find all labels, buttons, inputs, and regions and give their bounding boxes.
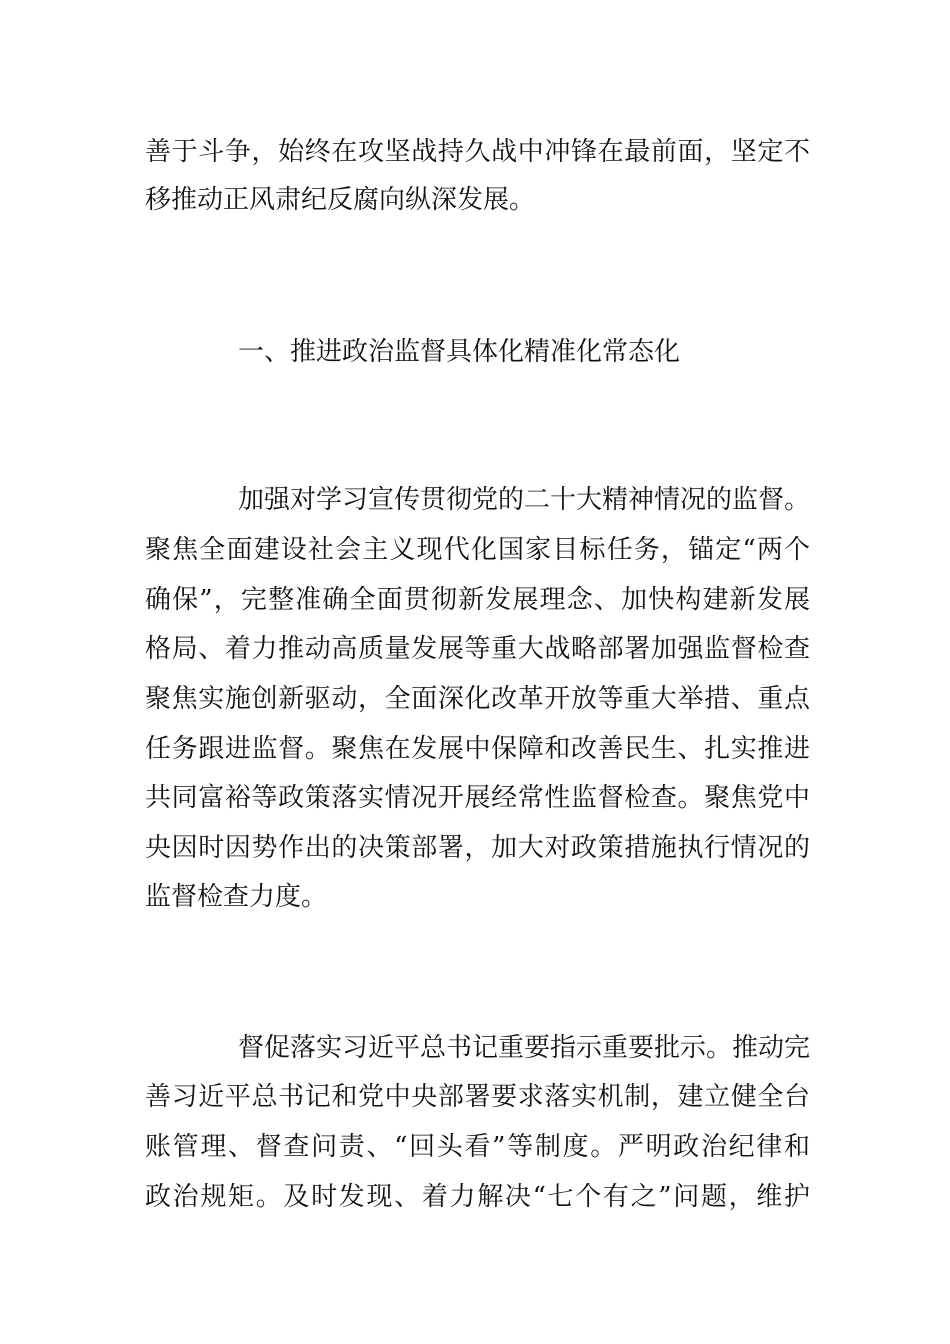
paragraph-1-line-2: 移推动正风肃纪反腐向纵深发展。 xyxy=(145,185,536,215)
paragraph-2-line-7: 共同富裕等政策落实情况开展经常性监督检查。聚焦党中 xyxy=(145,783,810,813)
paragraph-1-line-1: 善于斗争，始终在攻坚战持久战中冲锋在最前面，坚定不 xyxy=(145,137,810,167)
paragraph-2-line-9: 监督检查力度。 xyxy=(145,882,328,912)
paragraph-2-line-6: 任务跟进监督。聚焦在发展中保障和改善民生、扎实推进 xyxy=(145,734,810,764)
paragraph-2-line-5: 聚焦实施创新驱动，全面深化改革开放等重大举措、重点 xyxy=(145,684,810,714)
paragraph-3-line-1: 督促落实习近平总书记重要指示重要批示。推动完 xyxy=(238,1033,810,1063)
paragraph-2-line-3: 确保”，完整准确全面贯彻新发展理念、加快构建新发展 xyxy=(145,585,810,615)
paragraph-2-line-2: 聚焦全面建设社会主义现代化国家目标任务，锚定“两个 xyxy=(145,535,810,565)
paragraph-2-line-8: 央因时因势作出的决策部署，加大对政策措施执行情况的 xyxy=(145,833,810,863)
paragraph-3-line-3: 账管理、督查问责、“回头看”等制度。严明政治纪律和 xyxy=(145,1132,810,1162)
paragraph-2-line-1: 加强对学习宣传贯彻党的二十大精神情况的监督。 xyxy=(238,485,810,515)
paragraph-3-line-4: 政治规矩。及时发现、着力解决“七个有之”问题，维护 xyxy=(145,1182,810,1212)
section-heading: 一、推进政治监督具体化精准化常态化 xyxy=(238,337,681,367)
paragraph-3-line-2: 善习近平总书记和党中央部署要求落实机制，建立健全台 xyxy=(145,1082,810,1112)
paragraph-2-line-4: 格局、着力推动高质量发展等重大战略部署加强监督检查 xyxy=(145,634,810,664)
